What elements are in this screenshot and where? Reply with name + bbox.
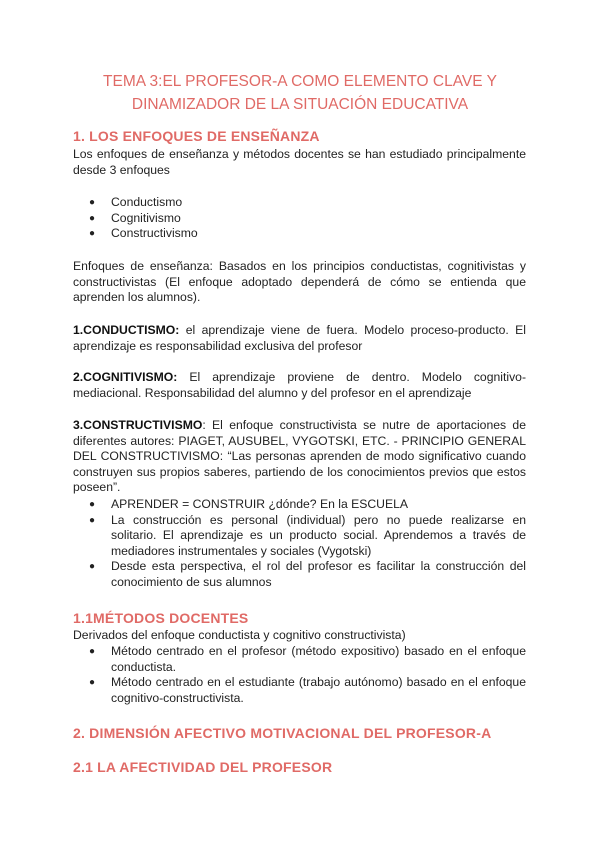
title-line-1: TEMA 3:EL PROFESOR-A COMO ELEMENTO CLAVE Y (103, 73, 497, 90)
bullet-icon: ● (89, 197, 96, 208)
list-item: ● Desde esta perspectiva, el rol del profesor es facilitar la construcción del conocimiento de sus alumnos (89, 559, 526, 589)
constructivismo-list (73, 497, 526, 591)
list-item: ● Constructivismo (89, 226, 198, 241)
list-item: ● Cognitivismo (89, 210, 181, 225)
document-title (60, 70, 540, 116)
list-item: ● Conductismo (89, 195, 183, 209)
conductismo-paragraph: 1.CONDUCTISMO: el aprendizaje viene de fuera. Modelo proceso-producto. El aprendizaje es responsabilidad exclusiva del profesor (73, 323, 526, 353)
section-1-1-intro: Derivados del enfoque conductista y cognitivo constructivista) (73, 628, 406, 642)
metodos-list (73, 644, 526, 706)
section-2-heading: 2. DIMENSIÓN AFECTIVO MOTIVACIONAL DEL PROFESOR-A (73, 725, 492, 741)
list-item: ● Método centrado en el estudiante (trabajo autónomo) basado en el enfoque cognitivo-constructivista. (89, 675, 526, 705)
list-item: ● La construcción es personal (individual) pero no puede realizarse en solitario. El aprendizaje es un producto social. Aprendemos a través de mediadores instrumentales y sociales (Vygotski) (89, 512, 526, 558)
enfoques-list (73, 195, 526, 242)
list-item: ● APRENDER = CONSTRUIR ¿dónde? En la ESCUELA (89, 497, 409, 511)
title-line-2: DINAMIZADOR DE LA SITUACIÓN EDUCATIVA (131, 96, 469, 113)
enfoques-paragraph: Enfoques de enseñanza: Basados en los principios conductistas, cognitivistas y constructivistas (El enfoque adoptado dependerá de cómo se entienda que aprenden los alumnos). (73, 259, 526, 305)
list-item: ● Método centrado en el profesor (método expositivo) basado en el enfoque conductista. (89, 644, 526, 674)
bullet-icon: ● (89, 677, 96, 689)
bullet-icon: ● (89, 212, 96, 224)
constructivismo-paragraph: 3.CONSTRUCTIVISMO: El enfoque constructivista se nutre de aportaciones de diferentes autores: PIAGET, AUSUBEL, VYGOTSKI, ETC. - PRINCIPIO GENERAL DEL CONSTRUCTIVISMO: “Las personas aprenden de modo significativo cuando construyen sus propios saberes, partiendo de los conocimientos previos que estos poseen”. (73, 418, 526, 495)
section-1-intro: Los enfoques de enseñanza y métodos docentes se han estudiado principalmente desde 3 enfoques (73, 147, 526, 177)
bullet-icon: ● (89, 561, 96, 573)
bullet-icon: ● (89, 499, 96, 510)
cognitivismo-label: 2.COGNITIVISMO: (73, 370, 178, 384)
cognitivismo-paragraph: 2.COGNITIVISMO: El aprendizaje proviene de dentro. Modelo cognitivo-mediacional. Responsabilidad del alumno y del profesor en el aprendizaje (73, 370, 526, 400)
section-1-1-heading: 1.1MÉTODOS DOCENTES (73, 610, 249, 626)
bullet-icon: ● (89, 646, 96, 657)
bullet-icon: ● (89, 228, 96, 240)
bullet-icon: ● (89, 514, 96, 526)
section-1-heading: 1. LOS ENFOQUES DE ENSEÑANZA (73, 128, 320, 144)
section-2-1-heading: 2.1 LA AFECTIVIDAD DEL PROFESOR (73, 759, 333, 775)
constructivismo-label: 3.CONSTRUCTIVISMO (73, 418, 203, 432)
conductismo-label: 1.CONDUCTISMO: (73, 323, 180, 337)
